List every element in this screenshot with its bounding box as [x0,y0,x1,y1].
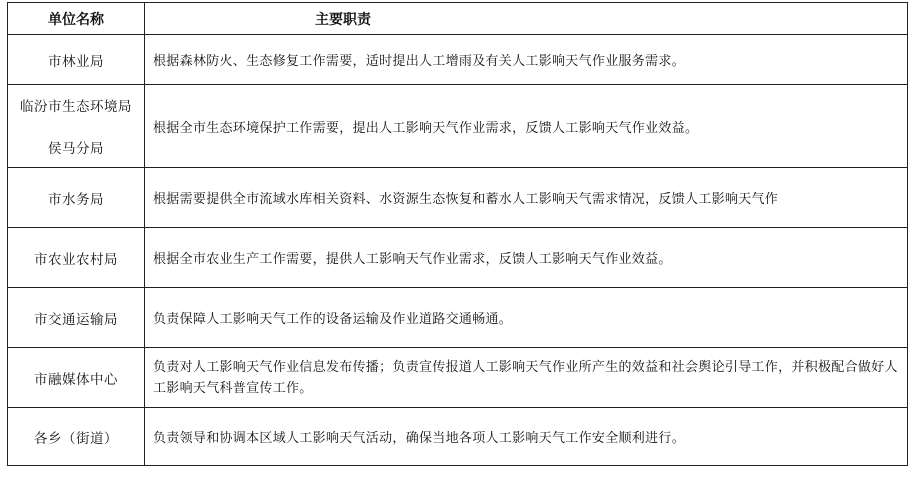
table-row [8,228,908,288]
unit-cell [8,408,145,466]
duty-cell: 负责对人工影响天气作业信息发布传播；负责宣传报道人工影响天气作业所产生的效益和社会舆论引导工作，并积极配合做好人工影响天气科普宣传工作。 [145,348,908,408]
unit-name: 市交通运输局 [34,311,118,328]
duty-cell: 根据森林防火、生态修复工作需要，适时提出人工增雨及有关人工影响天气作业服务需求。 [145,35,908,85]
duty-cell: 根据需要提供全市流域水库相关资料、水资源生态恢复和蓄水人工影响天气需求情况，反馈人工影响天气作 [145,168,908,228]
table-row [8,408,908,466]
table-row [8,85,908,168]
duty-cell: 负责领导和协调本区域人工影响天气活动，确保当地各项人工影响天气工作安全顺利进行。 [145,408,908,466]
unit-name: 市融媒体中心 [34,371,118,388]
duty-cell: 根据全市生态环境保护工作需要，提出人工影响天气作业需求，反馈人工影响天气作业效益。 [145,85,908,168]
duties-table [7,2,908,466]
unit-name: 市水务局 [48,191,104,208]
duty-cell: 负责保障人工影响天气工作的设备运输及作业道路交通畅通。 [145,288,908,348]
header-unit-name: 单位名称 [8,3,145,35]
unit-name-line2: 侯马分局 [48,141,104,157]
unit-cell [8,168,145,228]
unit-name: 各乡（街道） [34,430,118,447]
header-row [8,3,908,35]
table-row [8,35,908,85]
table-row [8,348,908,408]
unit-cell [8,348,145,408]
unit-name: 临汾市生态环境局 [20,99,132,115]
unit-name: 市农业农村局 [34,251,118,268]
table-row [8,168,908,228]
unit-cell [8,228,145,288]
unit-name: 市林业局 [48,53,104,70]
unit-cell [8,288,145,348]
unit-cell [8,35,145,85]
header-main-duties: 主要职责 [145,3,908,35]
unit-cell [8,85,145,168]
table-row [8,288,908,348]
duty-cell: 根据全市农业生产工作需要，提供人工影响天气作业需求，反馈人工影响天气作业效益。 [145,228,908,288]
